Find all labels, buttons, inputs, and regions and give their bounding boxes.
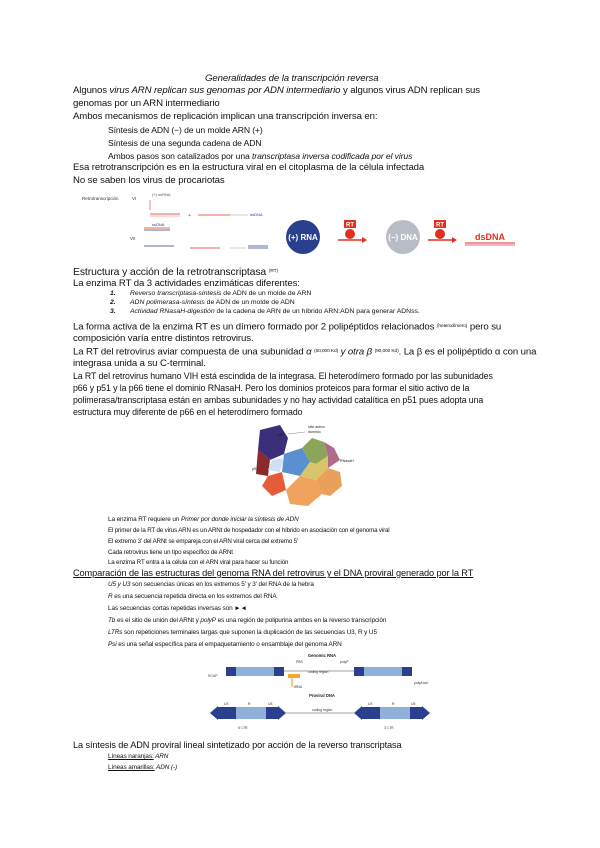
- final-dsdna-label: dsDNA: [474, 232, 506, 242]
- note-trna-specific: Cada retrovirus tiene un tipo específico de ARNt: [108, 549, 233, 556]
- domain-lightblue: [268, 458, 284, 472]
- fig3-ltr5-label: 5' LTR: [238, 726, 248, 730]
- list-item: 2. ADN polimerasa-síntesis de ADN de un molde de ADN: [110, 299, 295, 306]
- genome-comparison-figure: [204, 651, 440, 735]
- rt-structure-figure: [250, 420, 360, 512]
- fig1-label-top: Retrotranscripción: [82, 196, 119, 201]
- note-trna-primer: El primer de la RT de virus ARN es un ARNt de hospedador con el híbrido en asociación con el genoma viral: [108, 527, 390, 534]
- proviral-synthesis-line: La síntesis de ADN proviral lineal sintetizado por acción de la reverso transcriptasa: [73, 740, 402, 750]
- fig3-ltr-arrow-left-start: [210, 706, 218, 720]
- ltr-line: LTRs son repeticiones terminales largas que suponen la duplicación de las secuencias U3, R y U5: [108, 629, 377, 636]
- fig3-cap-label: 5'CAP: [208, 674, 218, 678]
- note-primer: La enzima RT requiere un Primer por donde iniciar la síntesis de ADN: [108, 516, 299, 523]
- plus-rna-label: (+) RNA: [288, 233, 318, 242]
- fig1-ssrna: (+) ssRNA: [152, 192, 171, 197]
- fig3-coding-label-2: coding region: [312, 708, 333, 712]
- fig3-pbs-label: PBS: [296, 660, 303, 664]
- step-2: Síntesis de una segunda cadena de ADN: [108, 138, 262, 148]
- rt-label-1: RT: [346, 222, 354, 229]
- fig2-label-b: p51: [252, 467, 258, 471]
- fig3-ltr-left-u3: [218, 707, 236, 719]
- fig3-r-left: R: [248, 702, 251, 706]
- domain-red: [262, 472, 286, 496]
- rt-arrowhead-2: [452, 237, 457, 243]
- intro-line-1: Algunos virus ARN replican sus genomas por ADN intermediario y algunos virus ADN replican sus: [73, 85, 480, 96]
- fig3-ppt-label: polyP: [340, 660, 349, 664]
- hiv-rt-line-2: p66 y p51 y la p66 tiene el dominio RNasaH. Pero los dominios proteicos para formar el sitio activo de la: [73, 383, 470, 393]
- fig3-proviral-dna-label: Proviral DNA: [309, 693, 335, 698]
- fig3-ltr-right-u3: [362, 707, 380, 719]
- step-1: Síntesis de ADN (−) de un molde ARN (+): [108, 125, 263, 135]
- fig3-u3-left: U3: [224, 702, 229, 706]
- fig3-rna-r-left: [226, 667, 236, 676]
- fig3-polya-label: polyA tail: [414, 681, 428, 685]
- avian-rt-line-2: integrasa unida a su C-terminal.: [73, 358, 206, 369]
- note-trna-end: El extremo 3' del ARNt se empareja con el ARN viral cerca del extremo 5': [108, 538, 298, 545]
- fig3-trna-bar: [288, 674, 300, 678]
- fig3-trna-label: tRNA: [294, 685, 303, 689]
- legend-orange: Líneas naranjas: ARN: [108, 753, 169, 760]
- r-line: R es una secuencia repetida directa en los extremos del RNA: [108, 593, 277, 600]
- inverted-repeats-line: Las secuencias cortas repetidas inversas son ►◄: [108, 605, 247, 612]
- fig3-coding-label-1: coding region: [308, 670, 329, 674]
- fig1-label-vi: VI: [132, 196, 137, 201]
- fig3-ltr-right-u5: [410, 707, 422, 719]
- retrotranscription-figure: [80, 188, 530, 260]
- fig1-vii-label: ssDNA: [152, 222, 165, 227]
- page-title: Generalidades de la transcripción reversa: [205, 73, 379, 84]
- intro-line-4: Esa retrotranscripción es en la estructura viral en el citoplasma de la célula infectada: [73, 162, 425, 173]
- list-item: 3. Actividad RNasaH-digestión de la cadena de ARN de un híbrido ARN:ADN para generar ADNss.: [110, 308, 420, 315]
- section-comparison-heading: Comparación de las estructuras del genoma RNA del retrovirus y el DNA proviral generado por la RT: [73, 568, 474, 578]
- fig2-label-e: dominio: [308, 430, 321, 434]
- fig3-u5-right: U5: [411, 702, 416, 706]
- section-structure-heading: Estructura y acción de la retrotranscriptasa (RT): [73, 266, 279, 278]
- fig3-r-right: R: [392, 702, 395, 706]
- fig3-rna-u3-right: [354, 667, 364, 676]
- intro-line-2: genomas por un ARN intermediario: [73, 98, 220, 109]
- fig2-label-a: p66: [278, 433, 284, 437]
- legend-yellow: Líneas amarillas: ADN (-): [108, 764, 178, 771]
- fig2-leader-1: [288, 432, 305, 434]
- hiv-rt-line-3: polimerasa/transcriptasa están en ambas subunidades y no hay actividad catalítica en p51 pues adopta una: [73, 395, 484, 405]
- fig3-u5-left: U5: [268, 702, 273, 706]
- fig3-ltr3-label: 3' LTR: [384, 726, 394, 730]
- rt-dot-2: [435, 229, 445, 239]
- intro-line-3: Ambos mecanismos de replicación implican una transcripción inversa en:: [73, 111, 378, 122]
- hiv-rt-line-1: La RT del retrovirus humano VIH está escindida de la integrasa. El heterodímero formado por las subunidades: [73, 371, 493, 381]
- fig3-ltr-arrow-left-end: [278, 706, 286, 720]
- fig3-rna-r-right: [402, 667, 412, 676]
- fig2-label-d: RNasaH: [340, 459, 354, 463]
- fig3-ltr-arrow-right-start: [354, 706, 362, 720]
- dimer-line-2: composición varía entre distintos retrovirus.: [73, 333, 254, 344]
- psi-line: Psi es una señal específica para el empaquetamiento o ensamblaje del genoma ARN: [108, 641, 342, 648]
- tb-polyp-line: Tb es el sitio de unión del ARNt y polyP es una región de polipurina ambos en la reverso transcripción: [108, 617, 387, 624]
- rt-dot-1: [345, 229, 355, 239]
- fig3-u3-right: U3: [368, 702, 373, 706]
- rt-activities-list: [110, 289, 420, 316]
- avian-rt-line-1: La RT del retrovirus aviar compuesta de una subunidad α (60,000 Kd) y otra β (90,000 Kd). La β es el polipéptido α con una: [73, 346, 537, 358]
- minus-dna-label: (−) DNA: [388, 233, 418, 242]
- fig3-ltr-arrow-right-end: [422, 706, 430, 720]
- fig1-dsdna: dsDNA: [250, 212, 263, 217]
- fig3-rna-u5-left: [274, 667, 284, 676]
- fig2-label-c: sitio activo: [308, 425, 325, 429]
- fig3-genomic-rna-label: Genomic RNA: [307, 653, 337, 658]
- rt-label-2: RT: [436, 222, 444, 229]
- rt-activities-intro: La enzima RT da 3 actividades enzimáticas diferentes:: [73, 278, 300, 289]
- list-item: 1. Reverso transcriptasa-síntesis de ADN de un molde de ARN: [110, 290, 312, 297]
- u5-u3-line: U5 y U3 son secuencias únicas en los extremos 5' y 3' del RNA de la hebra: [108, 581, 314, 588]
- rt-arrowhead-1: [362, 237, 367, 243]
- dimer-line-1: La forma activa de la enzima RT es un dímero formado por 2 polipéptidos relacionados (heterodímero) pero su: [73, 321, 502, 333]
- note-rt-enters: La enzima RT entra a la célula con el ARN viral para hacer su función: [108, 559, 289, 566]
- fig1-label-vii: VII: [130, 236, 136, 241]
- step-3: Ambos pasos son catalizados por una transcriptasa inversa codificada por el virus: [108, 151, 413, 161]
- hiv-rt-line-4: estructura muy diferente de p66 en el heterodímero formado: [73, 407, 303, 417]
- intro-line-5: No se saben los virus de procariotas: [73, 175, 225, 186]
- fig1-plus-1: +: [188, 213, 191, 219]
- fig3-ltr-left-u5: [266, 707, 278, 719]
